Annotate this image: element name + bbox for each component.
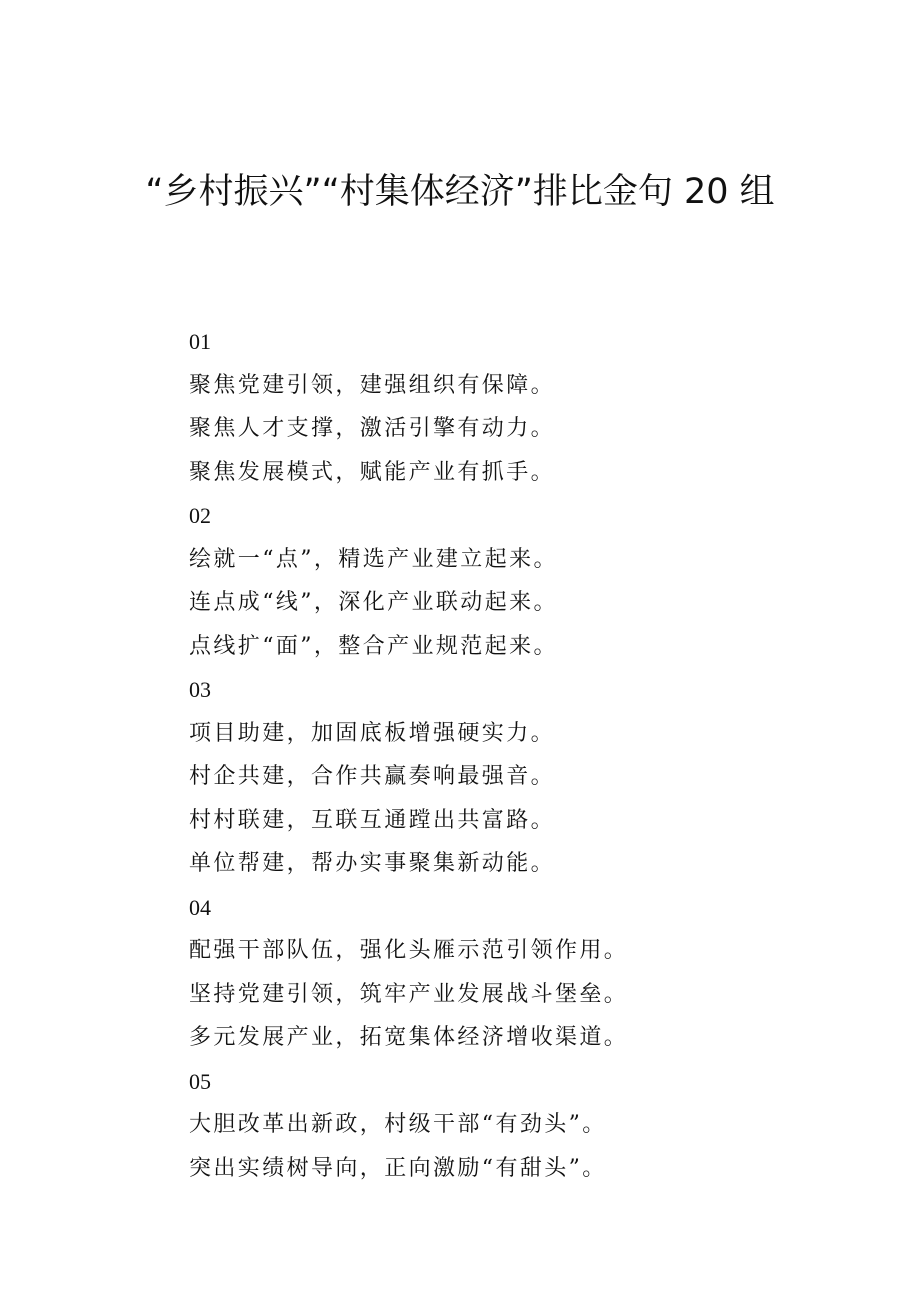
sentence-line: 点线扩“面”，整合产业规范起来。 — [189, 633, 558, 659]
sentence-line: 村企共建，合作共赢奏响最强音。 — [189, 764, 556, 789]
document-body — [189, 320, 809, 1190]
sentence-line: 绘就一“点”，精选产业建立起来。 — [189, 546, 558, 572]
sentence-line: 项目助建，加固底板增强硬实力。 — [189, 720, 556, 746]
sentence-line: 单位帮建，帮办实事聚集新动能。 — [189, 851, 556, 876]
group-number: 01 — [189, 329, 211, 354]
document-title: “乡村振兴”“村集体经济”排比金句 20 组 — [145, 172, 775, 212]
group-number: 05 — [189, 1068, 211, 1094]
group-number: 02 — [189, 503, 211, 528]
sentence-line: 多元发展产业，拓宽集体经济增收渠道。 — [189, 1025, 629, 1050]
sentence-line: 村村联建，互联互通蹚出共富路。 — [189, 807, 556, 833]
sentence-line: 配强干部队伍，强化头雁示范引领作用。 — [189, 938, 629, 963]
sentence-line: 连点成“线”，深化产业联动起来。 — [189, 590, 558, 615]
sentence-line: 聚焦人才支撑，激活引擎有动力。 — [189, 416, 556, 441]
sentence-line: 大胆改革出新政，村级干部“有劲头”。 — [189, 1112, 607, 1137]
group-number: 04 — [189, 894, 211, 920]
sentence-line: 聚焦党建引领，建强组织有保障。 — [189, 372, 556, 398]
sentence-line: 坚持党建引领，筑牢产业发展战斗堡垒。 — [189, 981, 629, 1007]
group-number: 03 — [189, 677, 211, 702]
sentence-line: 聚焦发展模式，赋能产业有抓手。 — [189, 459, 556, 485]
sentence-line: 突出实绩树导向，正向激励“有甜头”。 — [189, 1155, 607, 1181]
